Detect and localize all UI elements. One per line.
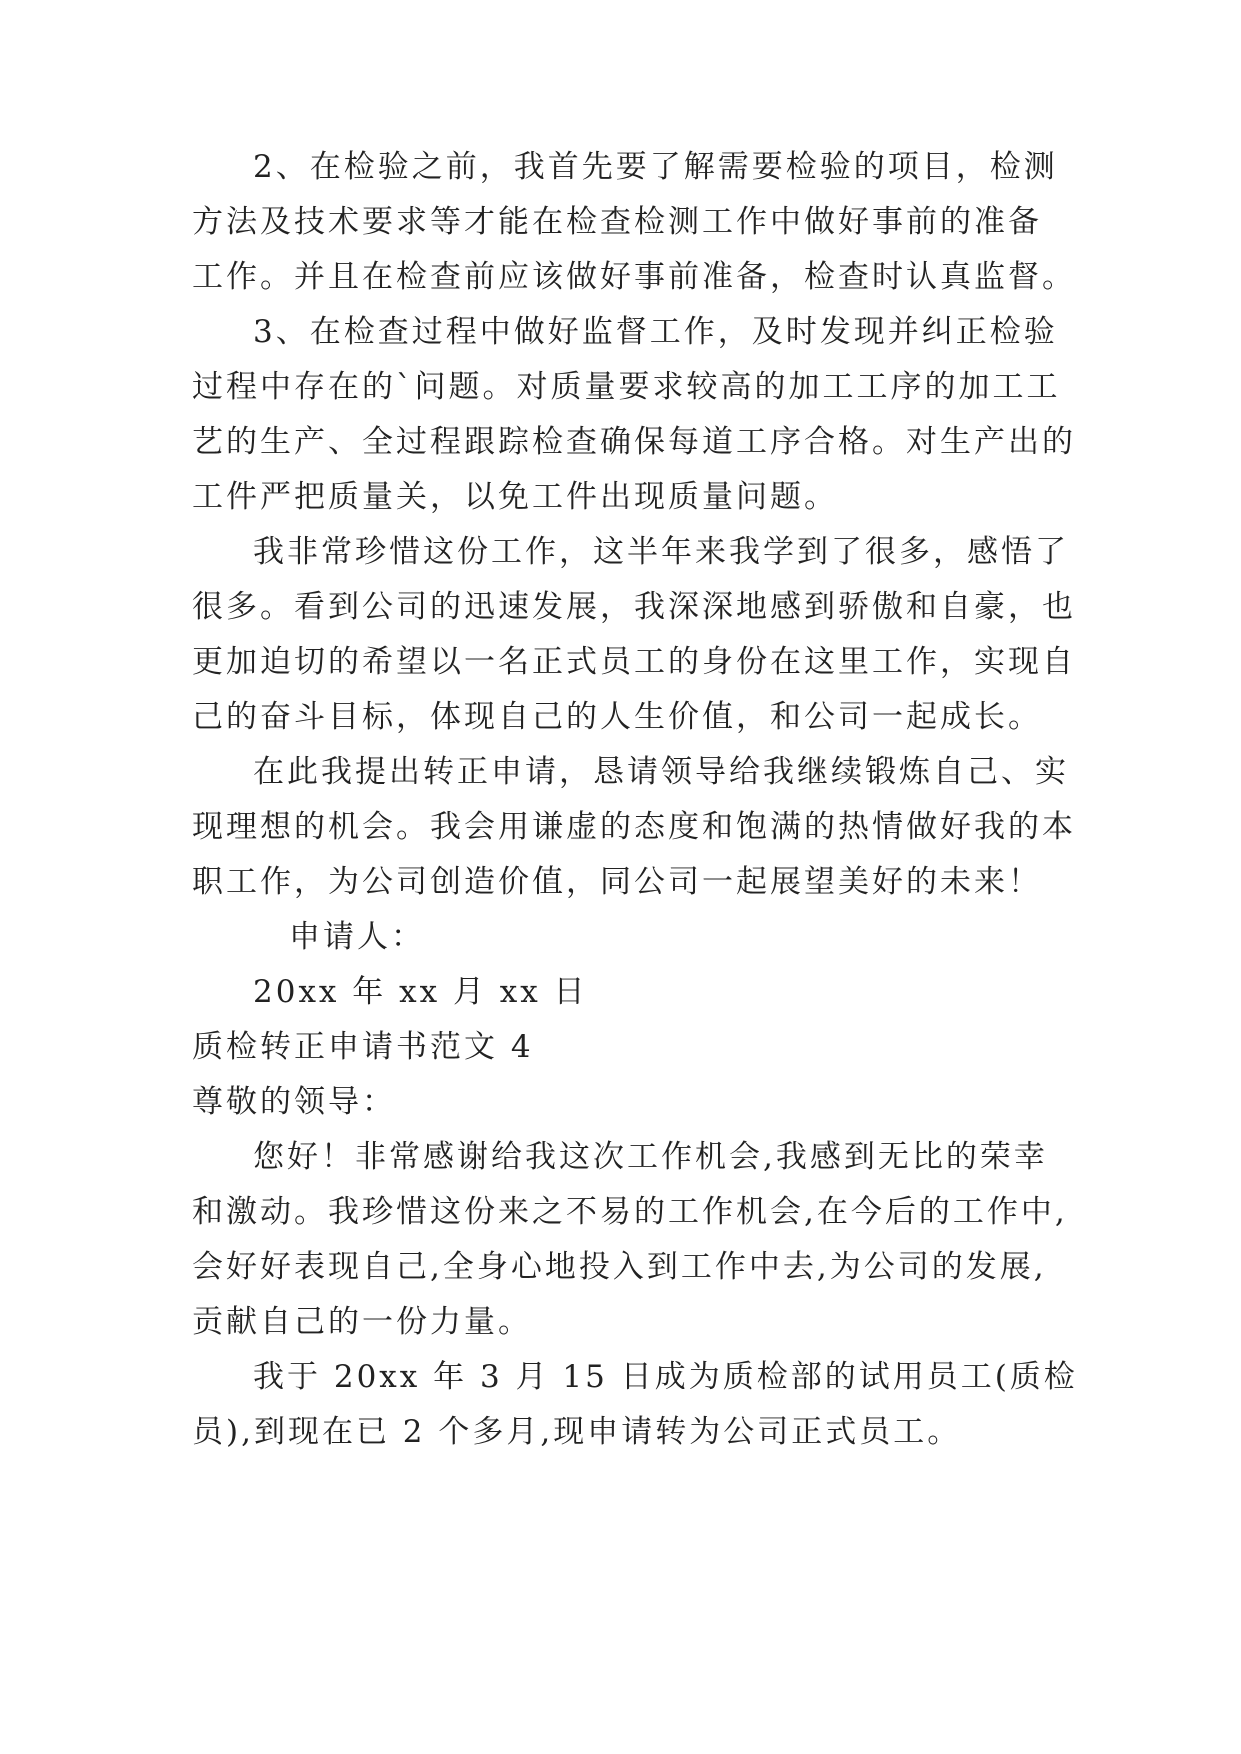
salutation: 尊敬的领导：	[192, 1084, 396, 1120]
paragraph-line: 2、在检验之前，我首先要了解需要检验的项目，检测	[253, 149, 1058, 185]
paragraph-line: 和激动。我珍惜这份来之不易的工作机会,在今后的工作中,	[192, 1194, 1068, 1230]
paragraph-line: 过程中存在的`问题。对质量要求较高的加工工序的加工工	[192, 369, 1061, 405]
paragraph-line: 3、在检查过程中做好监督工作，及时发现并纠正检验	[253, 314, 1058, 350]
paragraph-line: 工作。并且在检查前应该做好事前准备，检查时认真监督。	[192, 259, 1076, 295]
paragraph-line: 更加迫切的希望以一名正式员工的身份在这里工作，实现自	[192, 644, 1076, 680]
paragraph-line: 在此我提出转正申请，恳请领导给我继续锻炼自己、实	[253, 754, 1069, 790]
paragraph-line: 我非常珍惜这份工作，这半年来我学到了很多，感悟了	[253, 534, 1069, 570]
paragraph-line: 现理想的机会。我会用谦虚的态度和饱满的热情做好我的本	[192, 809, 1076, 845]
paragraph-line: 会好好表现自己,全身心地投入到工作中去,为公司的发展,	[192, 1249, 1047, 1285]
applicant-label: 申请人：	[289, 919, 425, 955]
paragraph-line: 我于 20xx 年 3 月 15 日成为质检部的试用员工(质检	[253, 1359, 1078, 1395]
date-line: 20xx 年 xx 月 xx 日	[253, 974, 588, 1010]
paragraph-line: 己的奋斗目标，体现自己的人生价值，和公司一起成长。	[192, 699, 1042, 735]
paragraph-line: 艺的生产、全过程跟踪检查确保每道工序合格。对生产出的	[192, 424, 1076, 460]
paragraph-line: 职工作，为公司创造价值，同公司一起展望美好的未来！	[192, 864, 1042, 900]
paragraph-line: 您好！非常感谢给我这次工作机会,我感到无比的荣幸	[253, 1139, 1048, 1175]
section-title: 质检转正申请书范文 4	[192, 1029, 534, 1065]
paragraph-line: 员),到现在已 2 个多月,现申请转为公司正式员工。	[192, 1414, 962, 1450]
paragraph-line: 方法及技术要求等才能在检查检测工作中做好事前的准备	[192, 204, 1042, 240]
paragraph-line: 很多。看到公司的迅速发展，我深深地感到骄傲和自豪，也	[192, 589, 1076, 625]
paragraph-line: 工件严把质量关，以免工件出现质量问题。	[192, 479, 838, 515]
paragraph-line: 贡献自己的一份力量。	[192, 1304, 532, 1340]
